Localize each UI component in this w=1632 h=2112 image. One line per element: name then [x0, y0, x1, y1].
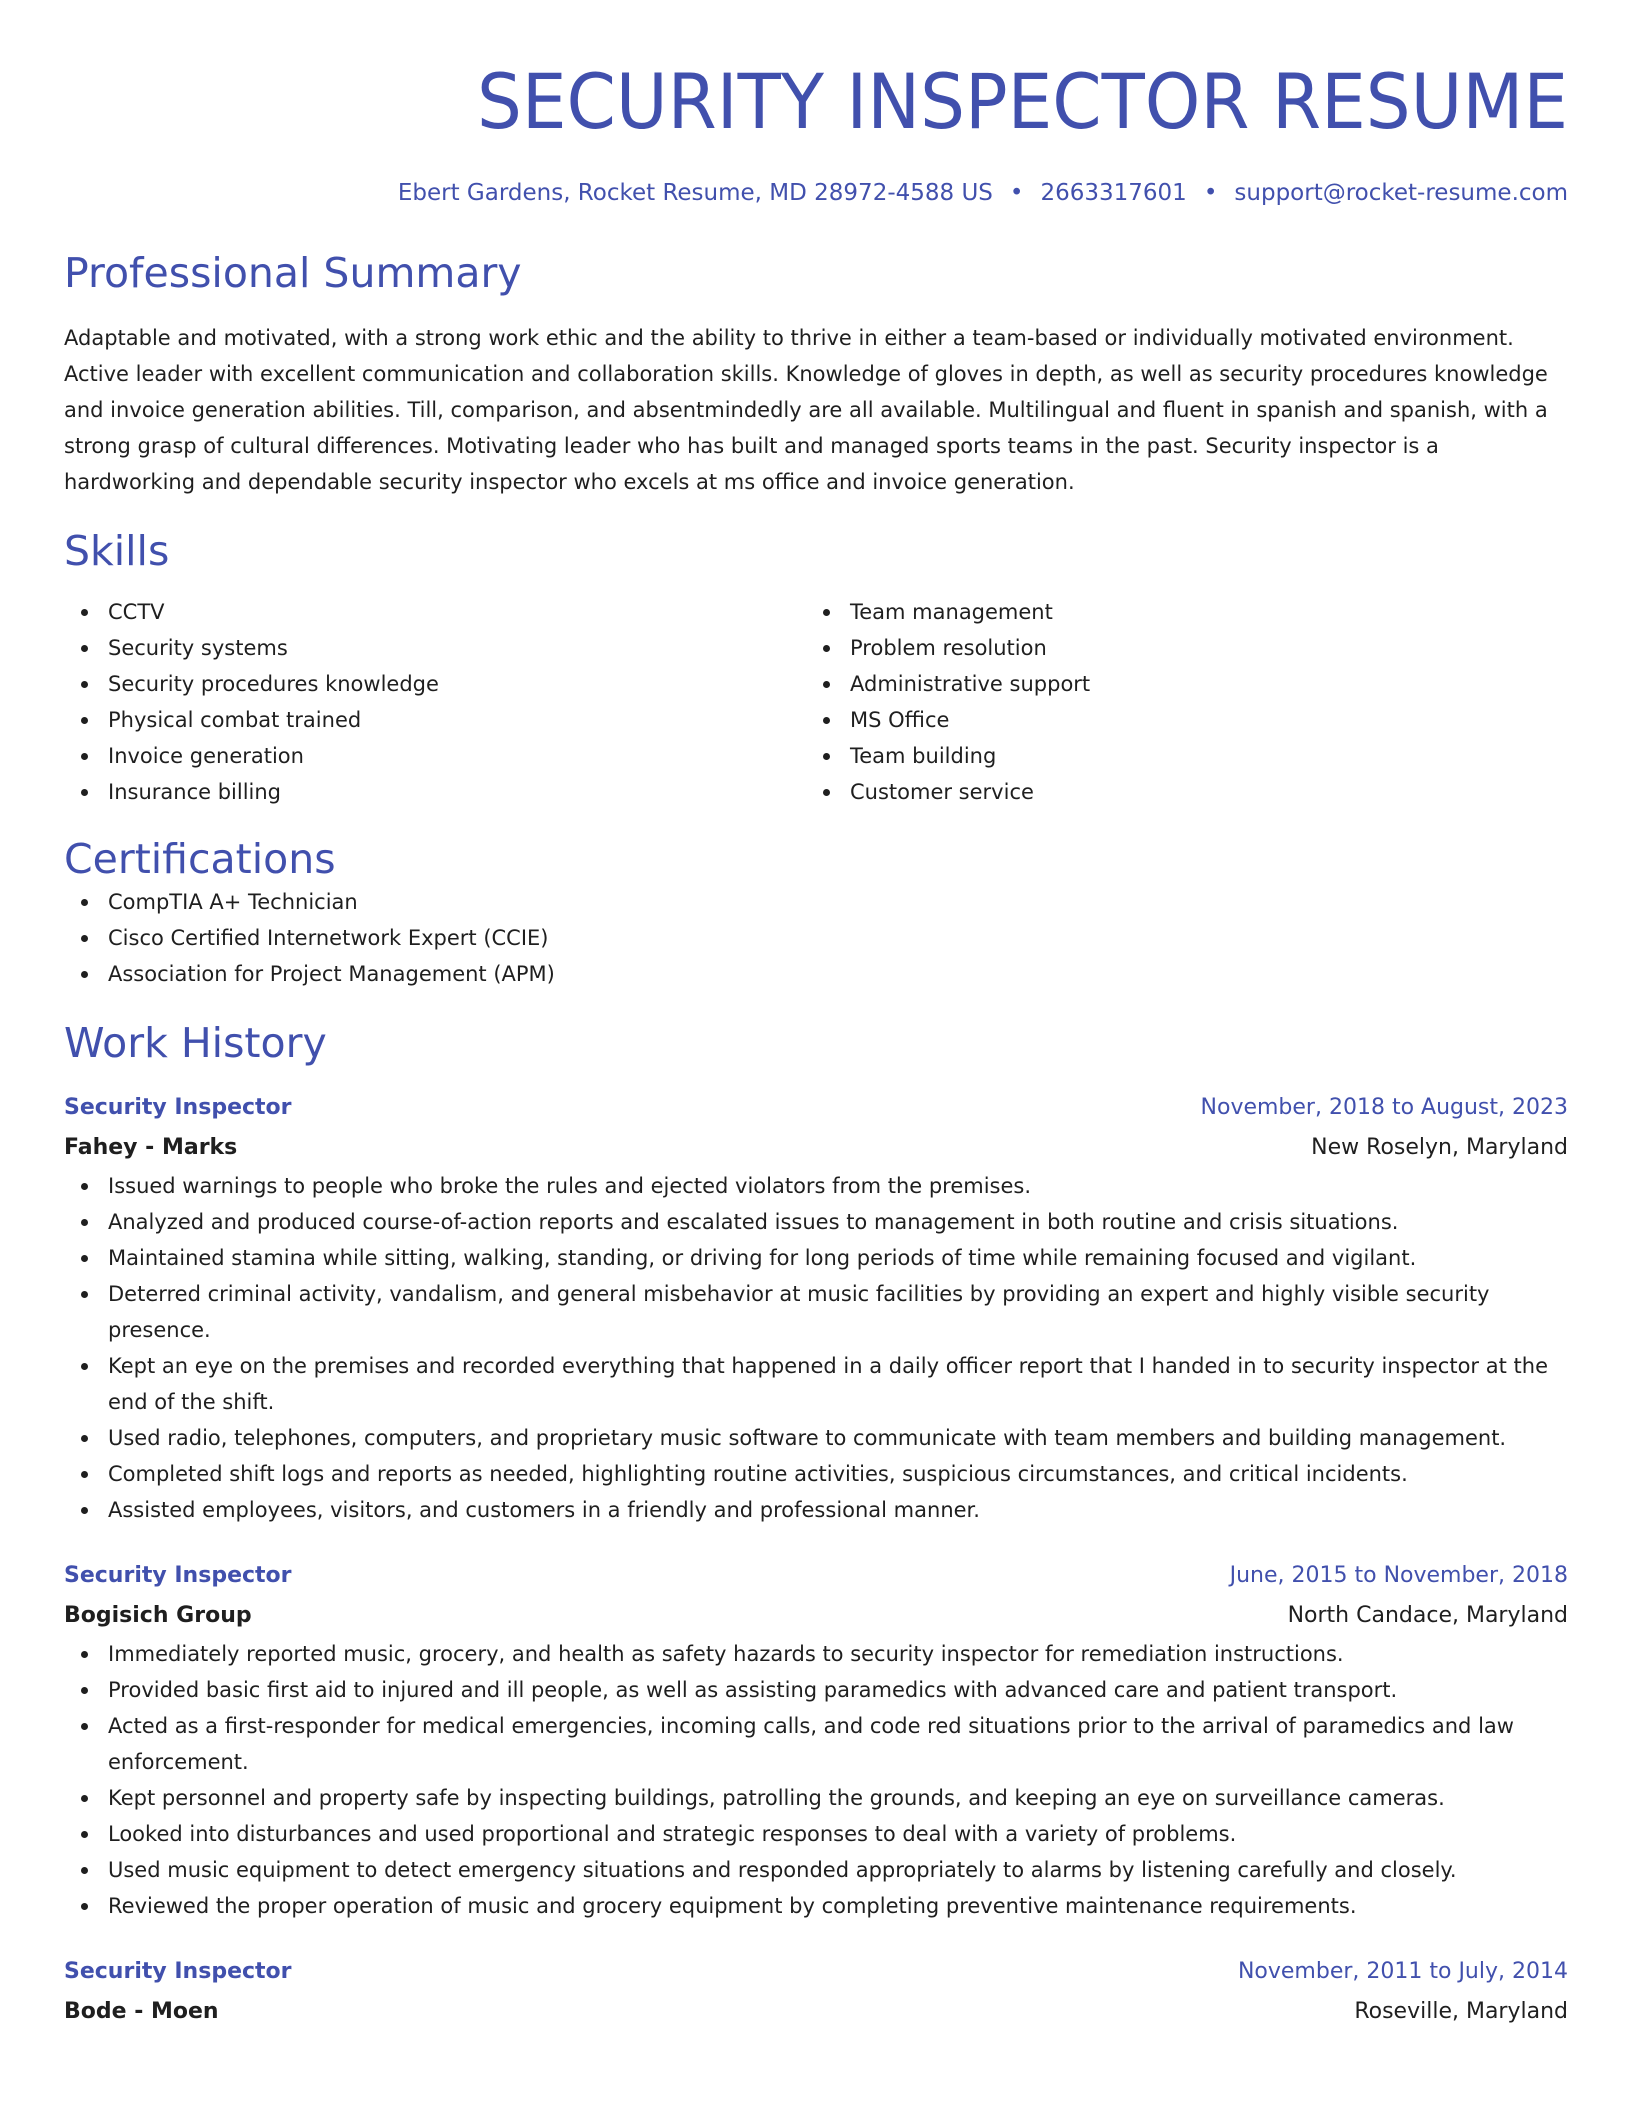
- certification-item: CompTIA A+ Technician: [64, 884, 1568, 920]
- job-duty-item: Acted as a first-responder for medical emergencies, incoming calls, and code red situations prior to the arrival of paramedics and law enforcement.: [64, 1708, 1568, 1780]
- work-history-section: [64, 1018, 1568, 2032]
- job-duty-item: Provided basic first aid to injured and ill people, as well as assisting paramedics with advanced care and patient transport.: [64, 1672, 1568, 1708]
- job-title: Security Inspector: [64, 1095, 292, 1120]
- skills-columns: [64, 594, 1568, 810]
- job-location: New Roselyn, Maryland: [1311, 1135, 1568, 1160]
- skill-item: Physical combat trained: [64, 702, 806, 738]
- skills-list-left: [64, 594, 806, 810]
- job-company: Bogisich Group: [64, 1603, 252, 1628]
- skill-item: CCTV: [64, 594, 806, 630]
- certification-item: Association for Project Management (APM): [64, 956, 1568, 992]
- job-duty-item: Issued warnings to people who broke the rules and ejected violators from the premises.: [64, 1168, 1568, 1204]
- skills-heading: Skills: [64, 527, 170, 575]
- job-duty-item: Used radio, telephones, computers, and proprietary music software to communicate with team members and building management.: [64, 1420, 1568, 1456]
- job-duty-item: Used music equipment to detect emergency situations and responded appropriately to alarms by listening carefully and closely.: [64, 1852, 1568, 1888]
- certifications-list: [64, 884, 1568, 992]
- job-company-row: [64, 1596, 1568, 1636]
- summary-section: [64, 248, 1568, 500]
- skills-list-right: [806, 594, 1548, 810]
- skill-item: MS Office: [806, 702, 1548, 738]
- job-company-row: [64, 1992, 1568, 2032]
- job-duty-item: Maintained stamina while sitting, walking, standing, or driving for long periods of time while remaining focused and vigilant.: [64, 1240, 1568, 1276]
- certifications-heading: Certifications: [64, 835, 336, 883]
- job-entry: [64, 1556, 1568, 1924]
- job-duty-item: Analyzed and produced course-of-action reports and escalated issues to management in both routine and crisis situations.: [64, 1204, 1568, 1240]
- job-company-row: [64, 1128, 1568, 1168]
- contact-address: Ebert Gardens, Rocket Resume, MD 28972-4588 US: [397, 180, 993, 206]
- job-duty-item: Immediately reported music, grocery, and health as safety hazards to security inspector for remediation instructions.: [64, 1636, 1568, 1672]
- skill-item: Invoice generation: [64, 738, 806, 774]
- skill-item: Team management: [806, 594, 1548, 630]
- summary-heading: Professional Summary: [64, 249, 522, 297]
- job-header-row: [64, 1088, 1568, 1128]
- job-entry: [64, 1952, 1568, 2032]
- job-duty-item: Kept personnel and property safe by inspecting buildings, patrolling the grounds, and keeping an eye on surveillance cameras.: [64, 1780, 1568, 1816]
- certifications-section: [64, 834, 1568, 992]
- job-title: Security Inspector: [64, 1959, 292, 1984]
- skill-item: Security procedures knowledge: [64, 666, 806, 702]
- job-location: Roseville, Maryland: [1354, 1999, 1568, 2024]
- job-dates: November, 2018 to August, 2023: [1200, 1095, 1568, 1120]
- skills-section: [64, 526, 1568, 810]
- job-header-row: [64, 1556, 1568, 1596]
- skill-item: Customer service: [806, 774, 1548, 810]
- work-history-heading: Work History: [64, 1019, 327, 1067]
- job-duty-item: Completed shift logs and reports as needed, highlighting routine activities, suspicious circumstances, and critical incidents.: [64, 1456, 1568, 1492]
- skill-item: Administrative support: [806, 666, 1548, 702]
- summary-text: Adaptable and motivated, with a strong work ethic and the ability to thrive in either a team-based or individually motivated environment. Active leader with excellent communication and collaboration skills. Knowledge of gloves in depth, as well as security procedures knowledge and invoice generation abilities. Till, comparison, and absentmindedly are all available. Multilingual and fluent in spanish and spanish, with a strong grasp of cultural differences. Motivating leader who has built and managed sports teams in the past. Security inspector is a hardworking and dependable security inspector who excels at ms office and invoice generation.: [64, 326, 1548, 494]
- job-duty-item: Reviewed the proper operation of music and grocery equipment by completing preventive maintenance requirements.: [64, 1888, 1568, 1924]
- skill-item: Insurance billing: [64, 774, 806, 810]
- job-duty-item: Looked into disturbances and used proportional and strategic responses to deal with a variety of problems.: [64, 1816, 1568, 1852]
- contact-info: [64, 178, 1568, 208]
- job-dates: November, 2011 to July, 2014: [1237, 1959, 1568, 1984]
- skill-item: Security systems: [64, 630, 806, 666]
- skill-item: Team building: [806, 738, 1548, 774]
- certification-item: Cisco Certified Internetwork Expert (CCIE): [64, 920, 1568, 956]
- job-company: Bode - Moen: [64, 1999, 219, 2024]
- job-company: Fahey - Marks: [64, 1135, 238, 1160]
- job-title: Security Inspector: [64, 1563, 292, 1588]
- resume-header: [64, 0, 1568, 208]
- contact-email[interactable]: support@rocket-resume.com: [1234, 180, 1568, 206]
- job-duty-item: Deterred criminal activity, vandalism, and general misbehavior at music facilities by providing an expert and highly visible security presence.: [64, 1276, 1568, 1348]
- job-duty-item: Kept an eye on the premises and recorded everything that happened in a daily officer report that I handed in to security inspector at the end of the shift.: [64, 1348, 1568, 1420]
- job-duty-item: Assisted employees, visitors, and customers in a friendly and professional manner.: [64, 1492, 1568, 1528]
- job-duties-list: [64, 1636, 1568, 1924]
- job-entry: [64, 1088, 1568, 1528]
- page-title: SECURITY INSPECTOR RESUME: [477, 57, 1568, 146]
- job-dates: June, 2015 to November, 2018: [1229, 1563, 1568, 1588]
- job-location: North Candace, Maryland: [1287, 1603, 1568, 1628]
- contact-separator: •: [1203, 180, 1218, 206]
- contact-phone: 2663317601: [1040, 180, 1187, 206]
- job-duties-list: [64, 1168, 1568, 1528]
- job-header-row: [64, 1952, 1568, 1992]
- skill-item: Problem resolution: [806, 630, 1548, 666]
- contact-separator: •: [1009, 180, 1024, 206]
